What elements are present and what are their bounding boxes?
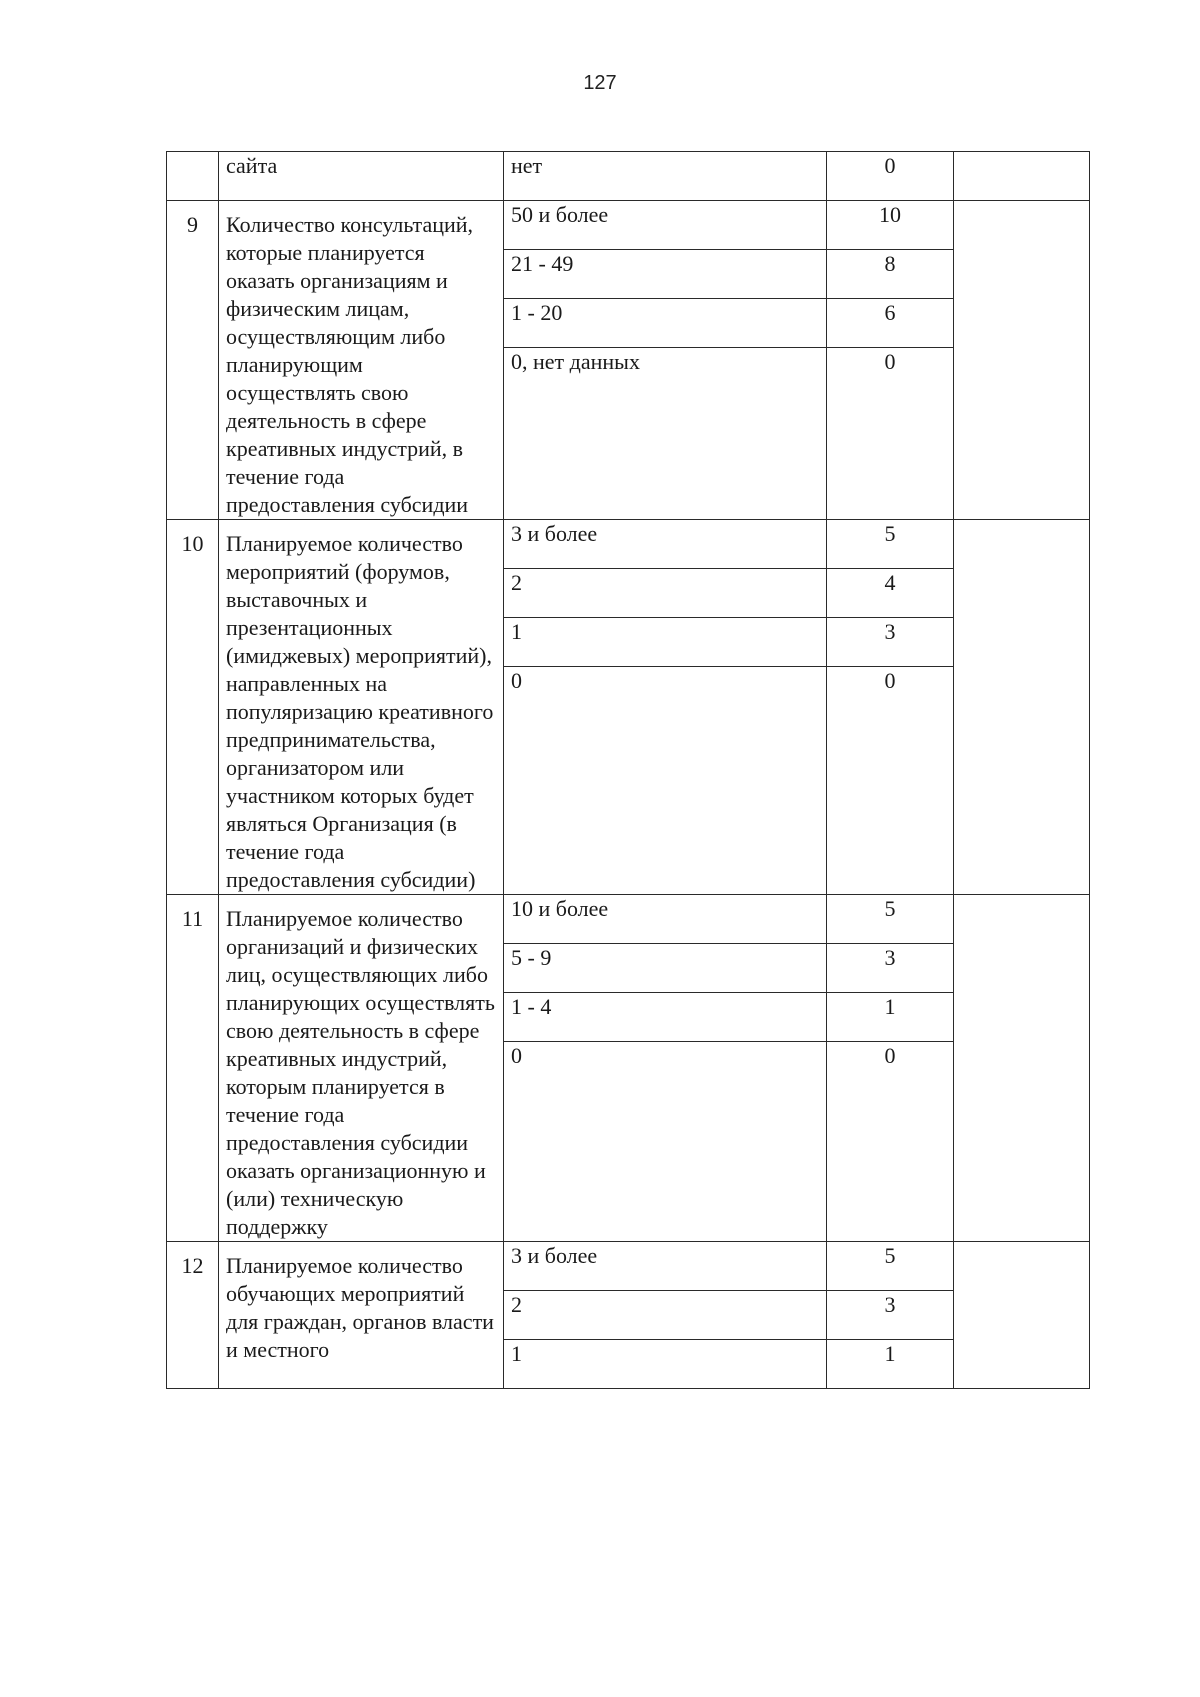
note-cell <box>954 1242 1090 1389</box>
option-points: 0 <box>827 348 954 520</box>
criterion-description: Планируемое количество организаций и физических лиц, осуществляющих либо планирующих осуществлять свою деятельность в сфере креативных индустрий, которым планируется в течение года предоставления субсидии оказать организационную и (или) техническую поддержку <box>219 895 504 1242</box>
option-points: 4 <box>827 569 954 618</box>
option-points: 0 <box>827 1042 954 1242</box>
option-value: 0 <box>504 1042 827 1242</box>
option-value: 1 <box>504 1340 827 1389</box>
criterion-number: 10 <box>167 520 219 895</box>
option-points: 8 <box>827 250 954 299</box>
table-row <box>167 201 1090 250</box>
option-value: 2 <box>504 569 827 618</box>
option-points: 1 <box>827 1340 954 1389</box>
table-row-continuation <box>167 152 1090 201</box>
option-points: 5 <box>827 895 954 944</box>
criterion-number: 12 <box>167 1242 219 1389</box>
note-cell <box>954 152 1090 201</box>
page-number: 127 <box>583 72 617 94</box>
option-points: 3 <box>827 944 954 993</box>
option-points: 0 <box>827 152 954 201</box>
note-cell <box>954 520 1090 895</box>
criterion-description: Количество консультаций, которые планируется оказать организациям и физическим лицам, осуществляющим либо планирующим осуществлять свою деятельность в сфере креативных индустрий, в течение года предоставления субсидии <box>219 201 504 520</box>
option-value: 1 - 4 <box>504 993 827 1042</box>
option-value: 1 - 20 <box>504 299 827 348</box>
option-points: 3 <box>827 1291 954 1340</box>
option-points: 10 <box>827 201 954 250</box>
criterion-description: сайта <box>219 152 504 201</box>
option-value: 3 и более <box>504 520 827 569</box>
criteria-table <box>166 151 1090 1389</box>
option-value: 10 и более <box>504 895 827 944</box>
option-points: 6 <box>827 299 954 348</box>
criterion-number: 11 <box>167 895 219 1242</box>
criterion-number: 9 <box>167 201 219 520</box>
option-points: 5 <box>827 520 954 569</box>
option-value: 2 <box>504 1291 827 1340</box>
option-value: 0, нет данных <box>504 348 827 520</box>
note-cell <box>954 201 1090 520</box>
option-value: 50 и более <box>504 201 827 250</box>
option-points: 0 <box>827 667 954 895</box>
table-row <box>167 895 1090 944</box>
criterion-description: Планируемое количество мероприятий (форумов, выставочных и презентационных (имиджевых) мероприятий), направленных на популяризацию креативного предпринимательства, организатором или участником которых будет являться Организация (в течение года предоставления субсидии) <box>219 520 504 895</box>
option-value: 21 - 49 <box>504 250 827 299</box>
option-value: 5 - 9 <box>504 944 827 993</box>
option-value: 1 <box>504 618 827 667</box>
criterion-number <box>167 152 219 201</box>
note-cell <box>954 895 1090 1242</box>
table-row <box>167 1242 1090 1291</box>
option-points: 3 <box>827 618 954 667</box>
option-points: 5 <box>827 1242 954 1291</box>
option-value: нет <box>504 152 827 201</box>
table-row <box>167 520 1090 569</box>
option-value: 0 <box>504 667 827 895</box>
option-value: 3 и более <box>504 1242 827 1291</box>
criterion-description: Планируемое количество обучающих мероприятий для граждан, органов власти и местного <box>219 1242 504 1389</box>
option-points: 1 <box>827 993 954 1042</box>
